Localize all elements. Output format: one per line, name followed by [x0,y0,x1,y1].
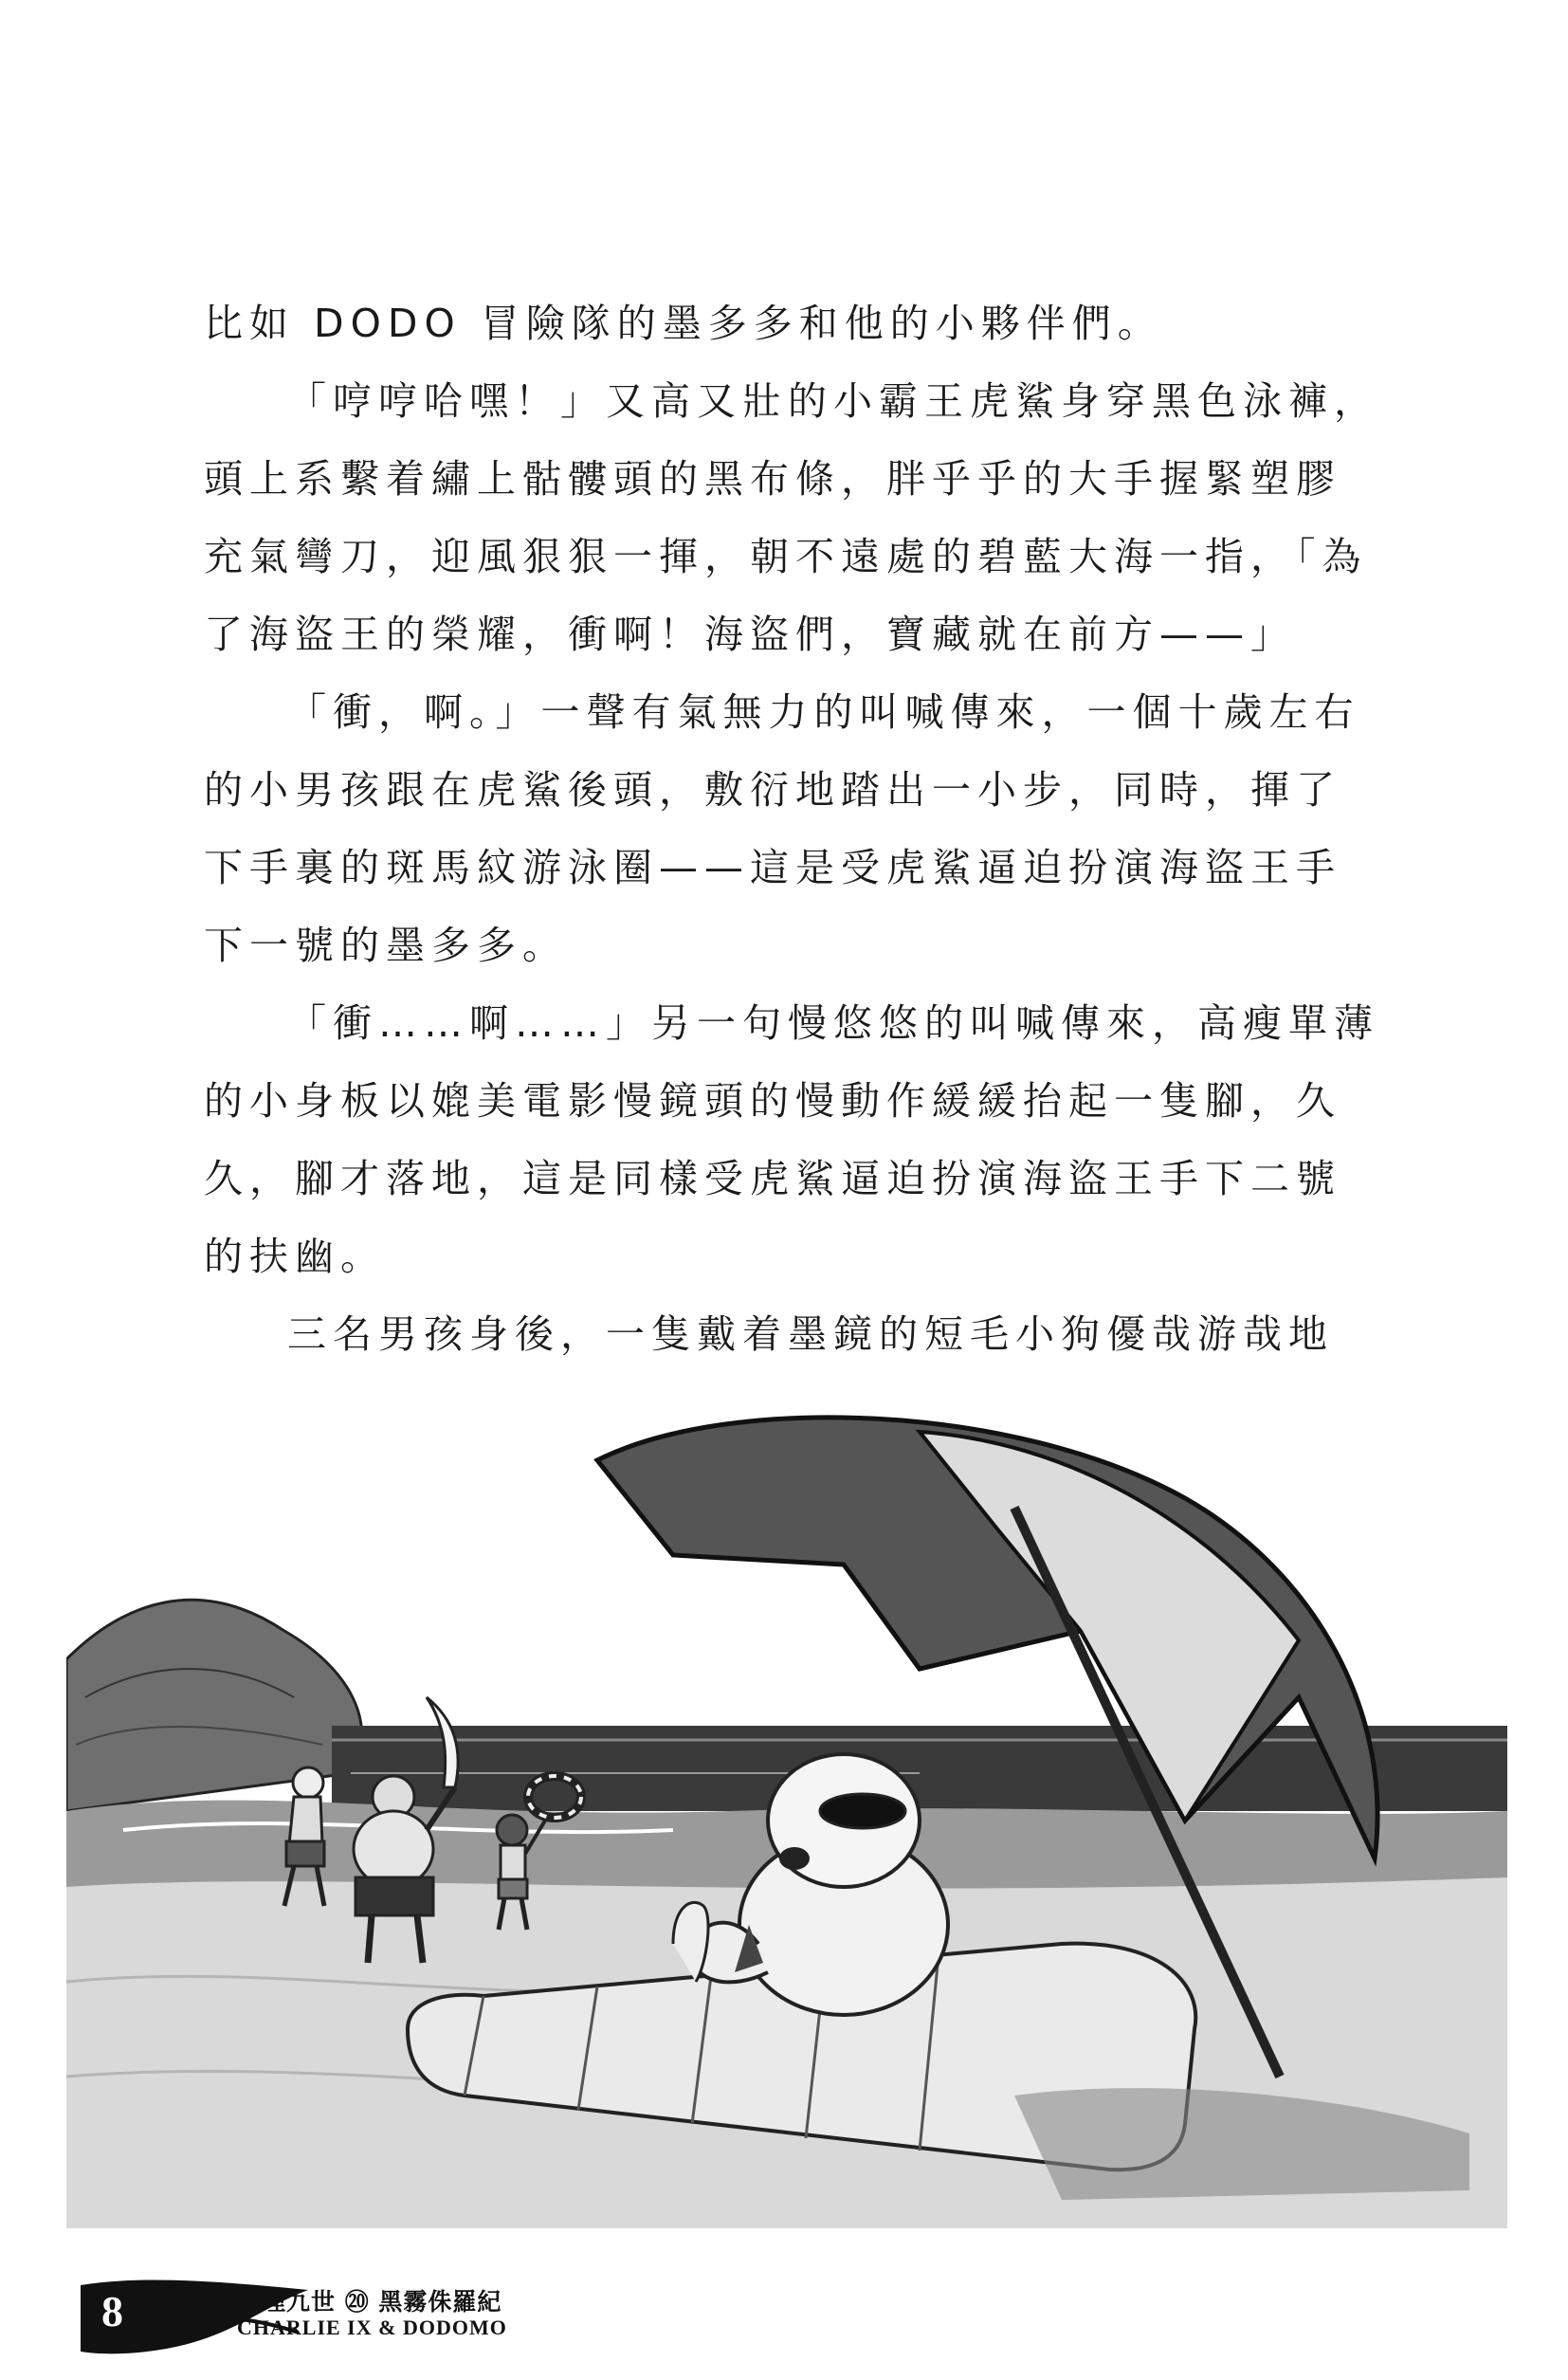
paragraph [204,673,1360,984]
page-footer [81,2276,649,2380]
text-line: 的小身板以媲美電影慢鏡頭的慢動作緩緩抬起一隻腳，久 [204,1078,1341,1124]
text-line: 「哼哼哈嘿！」又高又壯的小霸王虎鯊身穿黑色泳褲， [287,378,1379,424]
text-line: 「衝……啊……」另一句慢悠悠的叫喊傳來，高瘦單薄 [287,1000,1379,1046]
paragraph [204,362,1379,673]
text-line: 久，腳才落地，這是同樣受虎鯊逼迫扮演海盜王手下二號 [204,1156,1341,1201]
text-line: 充氣彎刀，迎風狠狠一揮，朝不遠處的碧藍大海一指，「為 [204,534,1368,579]
text-line: 「衝，啊。」一聲有氣無力的叫喊傳來，一個十歲左右 [287,689,1360,735]
paragraph [204,284,1346,362]
page-number: 8 [101,2287,123,2335]
body-text [204,284,1379,1373]
text-line: 的扶幽。 [204,1234,386,1279]
text-line: 下手裏的斑馬紋游泳圈——這是受虎鯊逼迫扮演海盜王手 [204,845,1341,890]
text-line: 頭上系繫着繡上骷髏頭的黑布條，胖乎乎的大手握緊塑膠 [204,456,1341,502]
series-subtitle: CHARLIE IX & DODOMO [237,2316,507,2339]
text-line: 比如 DODO 冒險隊的墨多多和他的小夥伴們。 [204,301,1163,346]
text-line: 的小男孩跟在虎鯊後頭，敷衍地踏出一小步，同時，揮了 [204,767,1341,813]
paragraph [204,1295,1346,1373]
beach-illustration [66,1413,1507,2228]
series-title: 查理九世 ⑳ 黑霧侏羅紀 [237,2288,502,2316]
text-line: 下一號的墨多多。 [204,923,568,968]
text-line: 三名男孩身後，一隻戴着墨鏡的短毛小狗優哉游哉地 [287,1311,1334,1357]
text-line: 了海盜王的榮耀，衝啊！海盜們，寶藏就在前方——」 [204,612,1296,657]
paragraph [204,984,1379,1295]
